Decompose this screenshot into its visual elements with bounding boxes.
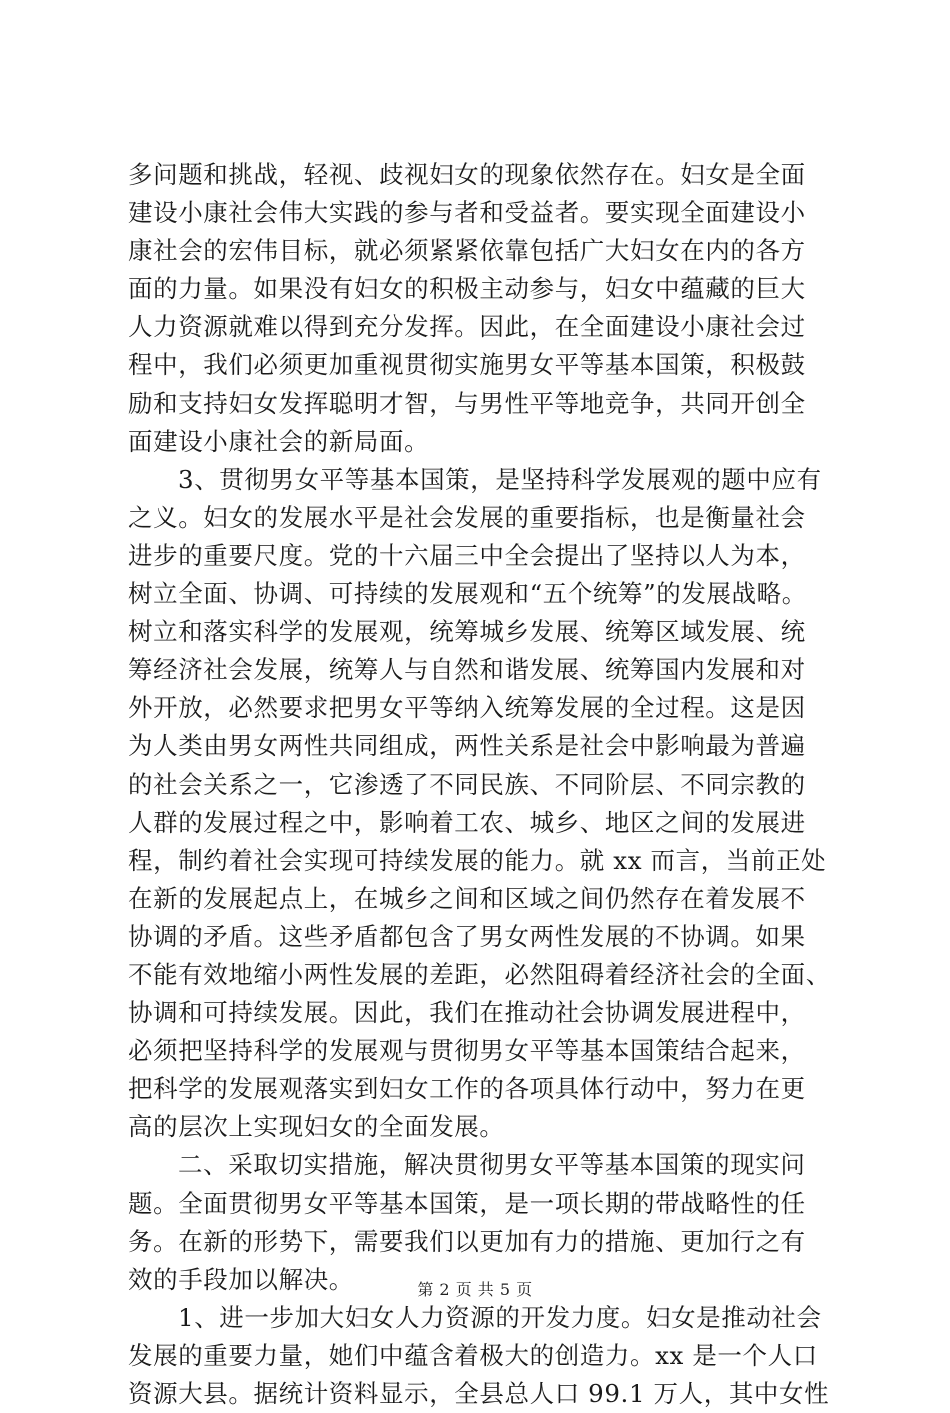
text-line: 不能有效地缩小两性发展的差距，必然阻碍着经济社会的全面、 <box>128 959 831 989</box>
text-line: 在新的发展起点上，在城乡之间和区域之间仍然存在着发展不 <box>128 883 806 913</box>
text-line: 发展的重要力量，她们中蕴含着极大的创造力。xx 是一个人口 <box>128 1340 818 1370</box>
text-line: 筹经济社会发展，统筹人与自然和谐发展、统筹国内发展和对 <box>128 655 806 685</box>
text-line: 树立和落实科学的发展观，统筹城乡发展、统筹区域发展、统 <box>128 617 806 647</box>
text-line: 励和支持妇女发挥聪明才智，与男性平等地竞争，共同开创全 <box>128 388 806 418</box>
text-line: 务。在新的形势下，需要我们以更加有力的措施、更加行之有 <box>128 1226 806 1256</box>
text-line: 资源大县。据统计资料显示，全县总人口 99.1 万人，其中女性 <box>128 1379 830 1408</box>
text-line: 康社会的宏伟目标，就必须紧紧依靠包括广大妇女在内的各方 <box>128 236 806 266</box>
text-line: 的社会关系之一，它渗透了不同民族、不同阶层、不同宗教的 <box>128 769 806 799</box>
text-line: 程中，我们必须更加重视贯彻实施男女平等基本国策，积极鼓 <box>128 350 806 380</box>
page-footer: 第 2 页 共 5 页 <box>417 1280 533 1299</box>
text-line: 高的层次上实现妇女的全面发展。 <box>128 1112 505 1142</box>
text-line: 3、贯彻男女平等基本国策，是坚持科学发展观的题中应有 <box>178 464 822 494</box>
text-line: 协调的矛盾。这些矛盾都包含了男女两性发展的不协调。如果 <box>128 921 806 951</box>
text-line: 多问题和挑战，轻视、歧视妇女的现象依然存在。妇女是全面 <box>128 160 806 189</box>
text-line: 程，制约着社会实现可持续发展的能力。就 xx 而言，当前正处 <box>128 845 827 875</box>
text-line: 二、采取切实措施，解决贯彻男女平等基本国策的现实问 <box>178 1150 806 1180</box>
body-text <box>128 156 838 1413</box>
text-line: 效的手段加以解决。 <box>128 1264 354 1294</box>
text-line: 题。全面贯彻男女平等基本国策，是一项长期的带战略性的任 <box>128 1188 806 1218</box>
text-line: 为人类由男女两性共同组成，两性关系是社会中影响最为普遍 <box>128 731 806 761</box>
text-line: 外开放，必然要求把男女平等纳入统筹发展的全过程。这是因 <box>128 693 806 723</box>
text-line: 面建设小康社会的新局面。 <box>128 426 430 456</box>
text-line: 树立全面、协调、可持续的发展观和“五个统筹”的发展战略。 <box>128 579 807 609</box>
text-line: 面的力量。如果没有妇女的积极主动参与，妇女中蕴藏的巨大 <box>128 274 806 304</box>
text-line: 进步的重要尺度。党的十六届三中全会提出了坚持以人为本， <box>128 540 806 570</box>
text-line: 必须把坚持科学的发展观与贯彻男女平等基本国策结合起来， <box>128 1036 806 1066</box>
text-line: 1、进一步加大妇女人力资源的开发力度。妇女是推动社会 <box>178 1302 822 1332</box>
text-line: 建设小康社会伟大实践的参与者和受益者。要实现全面建设小 <box>128 198 806 228</box>
text-line: 协调和可持续发展。因此，我们在推动社会协调发展进程中， <box>128 998 806 1028</box>
text-line: 人力资源就难以得到充分发挥。因此，在全面建设小康社会过 <box>128 312 806 342</box>
text-line: 人群的发展过程之中，影响着工农、城乡、地区之间的发展进 <box>128 807 806 837</box>
text-line: 把科学的发展观落实到妇女工作的各项具体行动中，努力在更 <box>128 1074 806 1104</box>
text-line: 之义。妇女的发展水平是社会发展的重要指标，也是衡量社会 <box>128 502 806 532</box>
